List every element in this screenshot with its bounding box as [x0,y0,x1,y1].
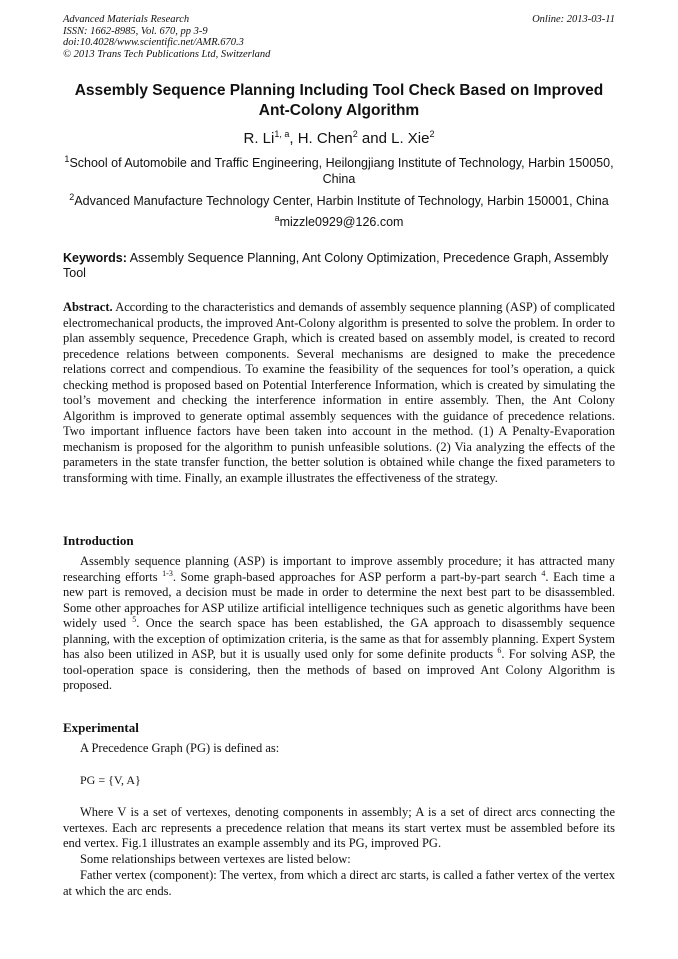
intro-text-4: . Once the search space has been established, the GA approach to disassembly sequence planning, with the exception of optimization criteria, is the same as that for assembly planning. Expert System has also been utilized in ASP, but it is usually used only for some definite products [63,616,615,661]
affiliation-2 [63,193,615,209]
affiliation-2-sup: 2 [69,191,75,202]
abstract-label: Abstract. [63,300,113,314]
affiliation-1 [63,155,615,187]
affiliation-1-sup: 1 [64,153,70,164]
doi-line: doi:10.4028/www.scientific.net/AMR.670.3 [63,37,244,48]
citation-ref: 1-3 [162,568,173,578]
email-sup: a [274,212,280,223]
where-paragraph: Where V is a set of vertexes, denoting components in assembly; A is a set of direct arcs connecting the vertexes. Each arc represents a precedence relation that means its start vertex must be assembled before its end vertex. Fig.1 illustrates an example assembly and its PG, improved PG. [63,805,615,850]
copyright-line: © 2013 Trans Tech Publications Ltd, Switzerland [63,48,271,60]
intro-text-3: . Each time a new part is removed, a decision must be made in order to determine the next best part to be disassembled. Some other approaches for ASP utilize artificial intelligence techniques such as genetic algorithms have been widely used [63,569,615,630]
email-text: mizzle0929@126.com [279,215,404,229]
author-3: and L. Xie [357,130,430,147]
issn-line: ISSN: 1662-8985, Vol. 670, pp 3-9 [63,25,208,37]
author-1: R. Li [243,130,275,147]
pg-definition: A Precedence Graph (PG) is defined as: [80,741,280,755]
paper-title: Assembly Sequence Planning Including Tool Check Based on Improved Ant-Colony Algorithm [74,82,604,119]
journal-name: Advanced Materials Research [63,14,190,25]
intro-text-5: . For solving ASP, the tool-operation space is considering, then the methods of based on improved Ant Colony Algorithm is proposed. [63,647,615,692]
experimental-heading: Experimental [63,720,139,735]
journal-header [63,14,270,60]
keywords-label: Keywords: [63,251,127,265]
father-vertex-definition: Father vertex (component): The vertex, from which a direct arc starts, is called a father vertex of the vertex at which the arc ends. [63,868,615,898]
abstract [63,300,615,486]
affiliation-1-text: School of Automobile and Traffic Engineering, Heilongjiang Institute of Technology, Harbin 150050, China [69,156,614,186]
citation-ref: 5 [132,614,137,624]
intro-text-1: Assembly sequence planning (ASP) is important to improve assembly procedure; it has attracted many researching efforts [63,554,615,584]
intro-text-2: . Some graph-based approaches for ASP perform a part-by-part search [172,569,542,584]
keywords [63,251,615,281]
author-list [63,130,615,147]
pg-formula: PG = {V, A} [80,773,141,787]
keywords-text: Assembly Sequence Planning, Ant Colony Optimization, Precedence Graph, Assembly Tool [63,251,609,280]
author-2: , H. Chen [289,130,353,147]
affiliation-2-text: Advanced Manufacture Technology Center, Harbin Institute of Technology, Harbin 150001, China [74,194,609,208]
citation-ref: 4 [541,568,546,578]
relations-intro: Some relationships between vertexes are listed below: [80,852,351,866]
introduction-paragraph [63,554,615,694]
author-3-sup: 2 [429,129,435,139]
author-email [63,214,615,230]
citation-ref: 6 [497,645,502,655]
author-1-sup: 1, a [274,129,290,139]
abstract-text: According to the characteristics and demands of assembly sequence planning (ASP) of complicated electromechanical products, the improved Ant-Colony algorithm is presented to solve the problem. In order to plan assembly sequence, Precedence Graph, which is created based on assembly model, is created to record precedence relations between components. Several mechanisms are designed to make the precedence relations correct and compendious. To examine the feasibility of the sequences for tool’s operation, a quick checking method is proposed based on Potential Interference Information, which is created by simulating the tool’s movement and checking the interference information in entire assembly. Then, the Ant Colony Algorithm is improved to generate optimal assembly sequences with the guidance of precedence relations. Two important influence factors have been taken into account in the method. (1) A Penalty-Evaporation mechanism is proposed for the algorithm to punish unfeasible solutions. (2) Via analyzing the effects of the parameters in the state transfer function, the better solution is obtained while change the fixed parameters to transforming with time. Finally, an example illustrates the effectiveness of the strategy. [63,300,615,485]
introduction-heading: Introduction [63,533,134,548]
author-2-sup: 2 [352,129,358,139]
online-date: Online: 2013-03-11 [532,14,615,25]
